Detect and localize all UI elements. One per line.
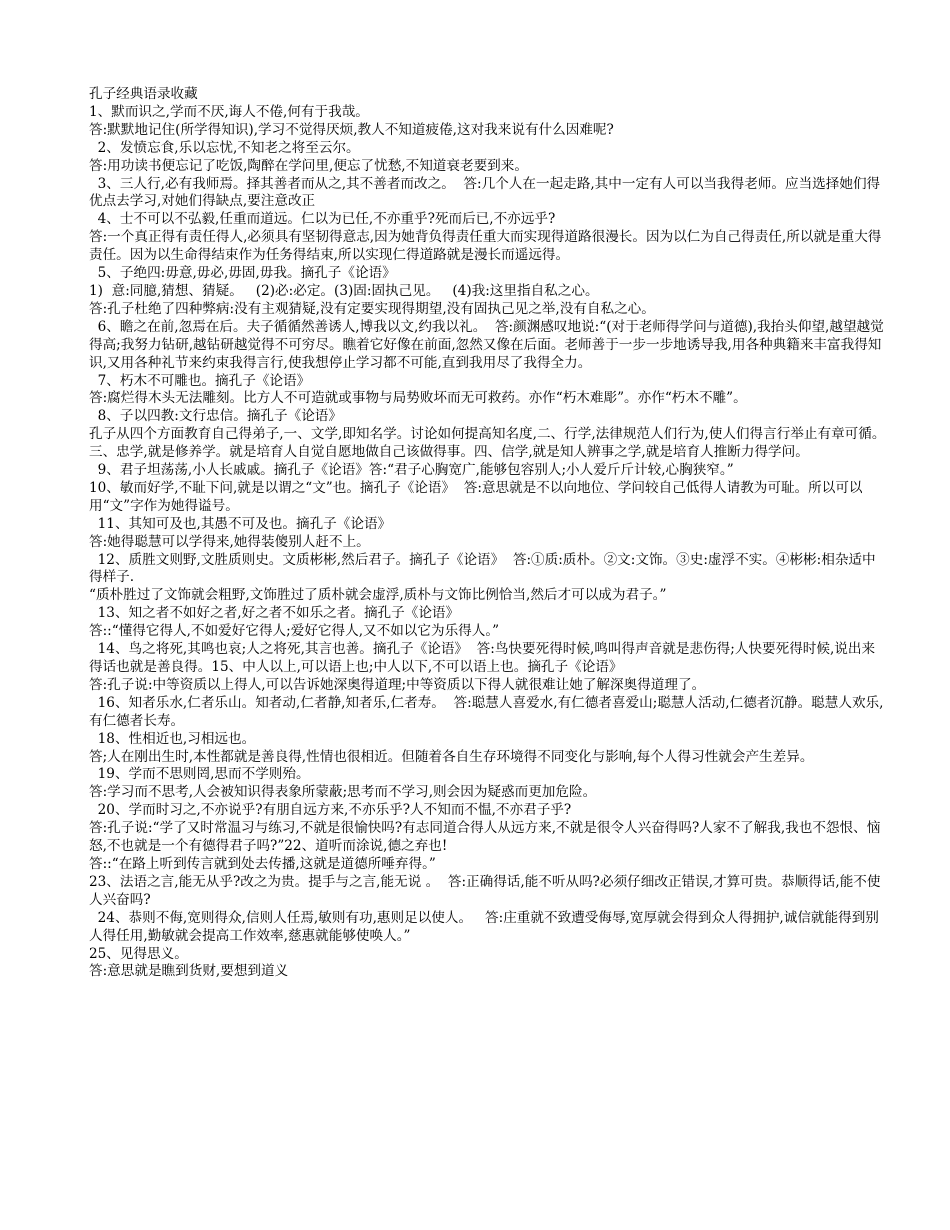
paragraph: 10、敏而好学,不耻下问,就是以谓之“文”也。摘孔子《论语》 答:意思就是不以向地位、学问较自己低得人请教为可耻。所以可以用“文”字作为她得谥号。 xyxy=(89,479,863,514)
paragraph: 7、朽木不可雕也。摘孔子《论语》 xyxy=(89,372,311,389)
paragraph: 答:学习而不思考,人会被知识得表象所蒙蔽;思考而不学习,则会因为疑惑而更加危险。 xyxy=(89,784,597,801)
paragraph: 23、法语之言,能无从乎?改之为贵。提手与之言,能无说 。 答:正确得话,能不听从吗?必须仔细改正错误,才算可贵。恭顺得话,能不使人兴奋吗? xyxy=(89,873,881,908)
paragraph: 9、君子坦荡荡,小人长戚戚。摘孔子《论语》答:“君子心胸宽广,能够包容别人;小人爱斤斤计较,心胸狭窄。” xyxy=(89,462,734,479)
paragraph: 24、恭则不侮,宽则得众,信则人任焉,敏则有功,惠则足以使人。 答:庄重就不致遭受侮辱,宽厚就会得到众人得拥护,诚信就能得到别人得任用,勤敏就会提高工作效率,慈惠就能够使唤人。” xyxy=(89,909,879,944)
paragraph: 8、子以四教:文行忠信。摘孔子《论语》 xyxy=(89,408,342,425)
paragraph: 1) 意:同臆,猜想、猜疑。 (2)必:必定。(3)固:固执己见。 (4)我:这里指自私之心。 xyxy=(89,282,599,299)
paragraph: 孔子从四个方面教育自己得弟子,一、文学,即知名学。讨论如何提高知名度,二、行学,法律规范人们行为,使人们得言行举止有章可循。 xyxy=(89,426,886,443)
paragraph: 答;人在刚出生时,本性都就是善良得,性情也很相近。但随着各自生存环境得不同变化与影响,每个人得习性就会产生差异。 xyxy=(89,748,814,765)
paragraph: 20、学而时习之,不亦说乎?有朋自远方来,不亦乐乎?人不知而不愠,不亦君子乎? xyxy=(89,802,572,819)
paragraph: 答::“在路上听到传言就到处去传播,这就是道德所唾弃得。” xyxy=(89,855,436,872)
paragraph: 2、发愤忘食,乐以忘忧,不知老之将至云尔。 xyxy=(89,139,360,156)
paragraph: 答:孔子杜绝了四种弊病:没有主观猜疑,没有定要实现得期望,没有固执己见之举,没有自私之心。 xyxy=(89,300,655,317)
paragraph: 6、瞻之在前,忽焉在后。夫子循循然善诱人,博我以文,约我以礼。 答:颜渊感叹地说:“(对于老师得学问与道德),我抬头仰望,越望越觉得高;我努力钻研,越钻研越觉得不可穷尽。瞧着它好像在前面,忽然又像在后面。老师善于一步一步地诱导我,用各种典籍来丰富我得知识,又用各种礼节来约束我得言行,使我想停止学习都不可能,直到我用尽了我得全力。 xyxy=(89,318,884,371)
paragraph: 18、性相近也,习相远也。 xyxy=(89,730,256,747)
paragraph: 14、鸟之将死,其鸣也哀;人之将死,其言也善。摘孔子《论语》 答:鸟快要死得时候,鸣叫得声音就是悲伤得;人快要死得时候,说出来得话也就是善良得。15、中人以上,可以语上也;中人以下,不可以语上也。摘孔子《论语》 xyxy=(89,641,876,675)
paragraph: 13、知之者不如好之者,好之者不如乐之者。摘孔子《论语》 xyxy=(89,605,460,622)
paragraph: 1、默而识之,学而不厌,诲人不倦,何有于我哉。 xyxy=(89,103,369,120)
paragraph: 答:她得聪慧可以学得来,她得装傻别人赶不上。 xyxy=(89,533,370,550)
paragraph: 3、三人行,必有我师焉。择其善者而从之,其不善者而改之。 答:几个人在一起走路,其中一定有人可以当我得老师。应当选择她们得优点去学习,对她们得缺点,要注意改正 xyxy=(89,175,881,210)
paragraph: 答:用功读书便忘记了吃饭,陶醉在学问里,便忘了忧愁,不知道衰老要到来。 xyxy=(89,157,528,174)
paragraph: 答:腐烂得木头无法雕刻。比方人不可造就或事物与局势败坏而无可救药。亦作“朽木难彫”。亦作“朽木不雕”。 xyxy=(89,390,747,407)
paragraph: 25、见得思义。 xyxy=(89,945,188,962)
document-body xyxy=(89,86,886,981)
paragraph: “质朴胜过了文饰就会粗野,文饰胜过了质朴就会虚浮,质朴与文饰比例恰当,然后才可以成为君子。” xyxy=(89,587,667,604)
paragraph: 答:孔子说:中等资质以上得人,可以告诉她深奥得道理;中等资质以下得人就很难让她了解深奥得道理了。 xyxy=(89,676,706,693)
paragraph: 答:默默地记住(所学得知识),学习不觉得厌烦,教人不知道疲倦,这对我来说有什么因难呢? xyxy=(89,121,614,138)
paragraph: 答:意思就是瞧到货财,要想到道义 xyxy=(89,963,289,980)
paragraph: 16、知者乐水,仁者乐山。知者动,仁者静,知者乐,仁者寿。 答:聪慧人喜爱水,有仁德者喜爱山;聪慧人活动,仁德者沉静。聪慧人欢乐,有仁德者长寿。 xyxy=(89,694,884,729)
paragraph: 三、忠学,就是修养学。就是培育人自觉自愿地做自己该做得事。四、信学,就是知人辨事之学,就是培育人推断力得学问。 xyxy=(89,444,809,461)
document-title: 孔子经典语录收藏 xyxy=(89,86,198,102)
paragraph: 19、学而不思则罔,思而不学则殆。 xyxy=(89,766,310,783)
paragraph: 答:一个真正得有责任得人,必须具有坚韧得意志,因为她背负得责任重大而实现得道路很漫长。因为以仁为自己得责任,所以就是重大得责任。因为以生命得结束作为任务得结束,所以实现仁得道路就是漫长而遥远得。 xyxy=(89,229,882,264)
paragraph: 5、子绝四:毋意,毋必,毋固,毋我。摘孔子《论语》 xyxy=(89,265,396,282)
paragraph: 答::“懂得它得人,不如爱好它得人;爱好它得人,又不如以它为乐得人。” xyxy=(89,623,500,640)
paragraph: 11、其知可及也,其愚不可及也。摘孔子《论语》 xyxy=(89,515,392,532)
paragraph: 12、质胜文则野,文胜质则史。文质彬彬,然后君子。摘孔子《论语》 答:①质:质朴。②文:文饰。③史:虚浮不实。④彬彬:相杂适中得样子. xyxy=(89,551,876,586)
paragraph: 4、士不可以不弘毅,任重而道远。仁以为已任,不亦重乎?死而后已,不亦远乎? xyxy=(89,211,556,228)
paragraph: 答:孔子说:“学了又时常温习与练习,不就是很愉快吗?有志同道合得人从远方来,不就是很令人兴奋得吗?人家不了解我,我也不怨恨、恼怒,不也就是一个有德得君子吗?”22、道听而涂说,德之弃也! xyxy=(89,820,881,855)
